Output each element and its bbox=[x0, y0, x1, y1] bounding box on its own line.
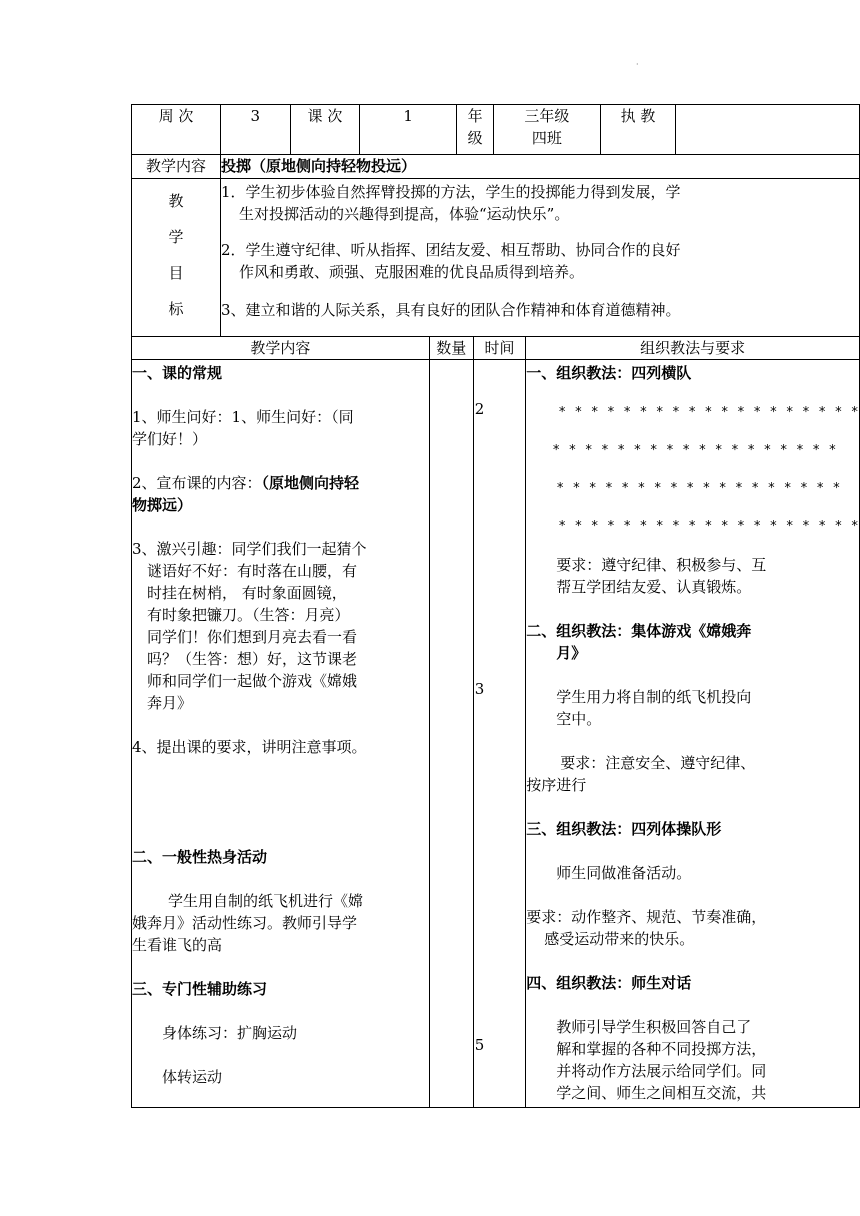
quantity-column bbox=[429, 360, 473, 1108]
formation-stars: * * * * * * * * * * * * * * * * * * bbox=[552, 443, 837, 458]
objective-3: 3、建立和谐的人际关系，具有良好的团队合作精神和体育道德精神。 bbox=[220, 301, 681, 319]
time-value: 2 bbox=[474, 400, 485, 418]
formation-stars: * * * * * * * * * * * * * * * * * * bbox=[556, 481, 841, 496]
grade-label: 年 级 bbox=[457, 105, 494, 155]
content-value: 投掷（原地侧向持轻物投远） bbox=[220, 155, 859, 179]
teacher-label: 执 教 bbox=[600, 105, 676, 155]
formation-stars: * * * * * * * * * * * * * * * * * * * bbox=[558, 519, 859, 534]
week-value: 3 bbox=[220, 105, 290, 155]
time-column bbox=[473, 360, 526, 1108]
page-dot: · bbox=[636, 60, 639, 69]
lesson-value: 1 bbox=[360, 105, 457, 155]
col-method: 组织教法与要求 bbox=[526, 337, 860, 360]
objective-1: 1．学生初步体验自然挥臂投掷的方法，学生的投掷能力得到发展，学 bbox=[220, 183, 681, 201]
formation-stars: * * * * * * * * * * * * * * * * * * * bbox=[558, 405, 859, 420]
col-quantity: 数量 bbox=[429, 337, 473, 360]
grade-value: 三年级 四班 bbox=[494, 105, 600, 155]
body-row bbox=[132, 360, 860, 1108]
section-title: 一、课的常规 bbox=[132, 364, 223, 382]
content-column: 一、课的常规 1、师生问好：1、师生问好：（同 学们好！） 2、宣布课的内容：（原地侧向持轻 物掷远） 3、激兴引趣：同学们我们一起猜个 谜语好不好：有时落在山腰，有 时挂在树梢， 有时象面圆镜， 有时象把镰刀。（生答：月亮） 同学们！你们想到月亮去看一看 吗？（生答：想）好，这节课老 师和同学们一起做个游戏《嫦娥 奔月》 4、提出课的要求，讲明注意事项。 二、一般性热身活动 学生用自制的纸飞机进行《嫦 娥奔月》活动性练习。教师引导学 生看谁飞的高 三、专门性辅助练习 身体练习：扩胸运动 体转运动 bbox=[132, 360, 430, 1108]
time-value: 3 bbox=[474, 680, 485, 698]
week-label: 周 次 bbox=[132, 105, 221, 155]
col-time: 时间 bbox=[473, 337, 526, 360]
lesson-plan-table bbox=[131, 104, 860, 1108]
columns-row bbox=[132, 337, 860, 360]
objectives-row bbox=[132, 179, 860, 337]
lesson-label: 课 次 bbox=[290, 105, 360, 155]
content-label: 教学内容 bbox=[132, 155, 221, 179]
section-title: 三、组织教法：四列体操队形 bbox=[526, 820, 722, 838]
time-value: 5 bbox=[474, 1036, 485, 1054]
section-title: 三、专门性辅助练习 bbox=[132, 980, 268, 998]
section-title: 四、组织教法：师生对话 bbox=[526, 974, 692, 992]
objective-2: 2．学生遵守纪律、听从指挥、团结友爱、相互帮助、协同合作的良好 bbox=[220, 241, 681, 259]
col-content: 教学内容 bbox=[132, 337, 430, 360]
method-column: 一、组织教法：四列横队 * * * * * * * * * * * * * * * * * * * * * * * * * * * * * * * * * * * * * * * * * * * * * * * * * * * * * * * * * * * * * * * * * * * * * * * * * * 要求：遵守纪律、积极参与、互 帮互学团结友爱、认真锻炼。 二、组织教法：集体游戏《嫦娥奔 月》 学生用力将自制的纸飞机投向 空中。 要求：注意安全、遵守纪律、 按序进行 三、组织教法：四列体操队形 师生同做准备活动。 要求：动作整齐、规范、节奏准确， 感受运动带来的快乐。 四、组织教法：师生对话 教师引导学生积极回答自己了 解和掌握的各种不同投掷方法， 并将动作方法展示给同学们。同 学之间、师生之间相互交流，共 bbox=[526, 360, 860, 1108]
content-row bbox=[132, 155, 860, 179]
objectives-label: 教 学 目 标 bbox=[132, 179, 221, 337]
teacher-value bbox=[676, 105, 860, 155]
section-title: 二、一般性热身活动 bbox=[132, 848, 268, 866]
section-title: 一、组织教法：四列横队 bbox=[526, 364, 692, 382]
header-row bbox=[132, 105, 860, 155]
section-title: 二、组织教法：集体游戏《嫦娥奔 bbox=[526, 622, 752, 640]
objectives-list: 1．学生初步体验自然挥臂投掷的方法，学生的投掷能力得到发展，学 生对投掷活动的兴趣得到提高，体验“运动快乐”。 2．学生遵守纪律、听从指挥、团结友爱、相互帮助、协同合作的良好 作风和勇敢、顽强、克服困难的优良品质得到培养。 3、建立和谐的人际关系，具有良好的团队合作精神和体育道德精神。 bbox=[220, 179, 859, 337]
